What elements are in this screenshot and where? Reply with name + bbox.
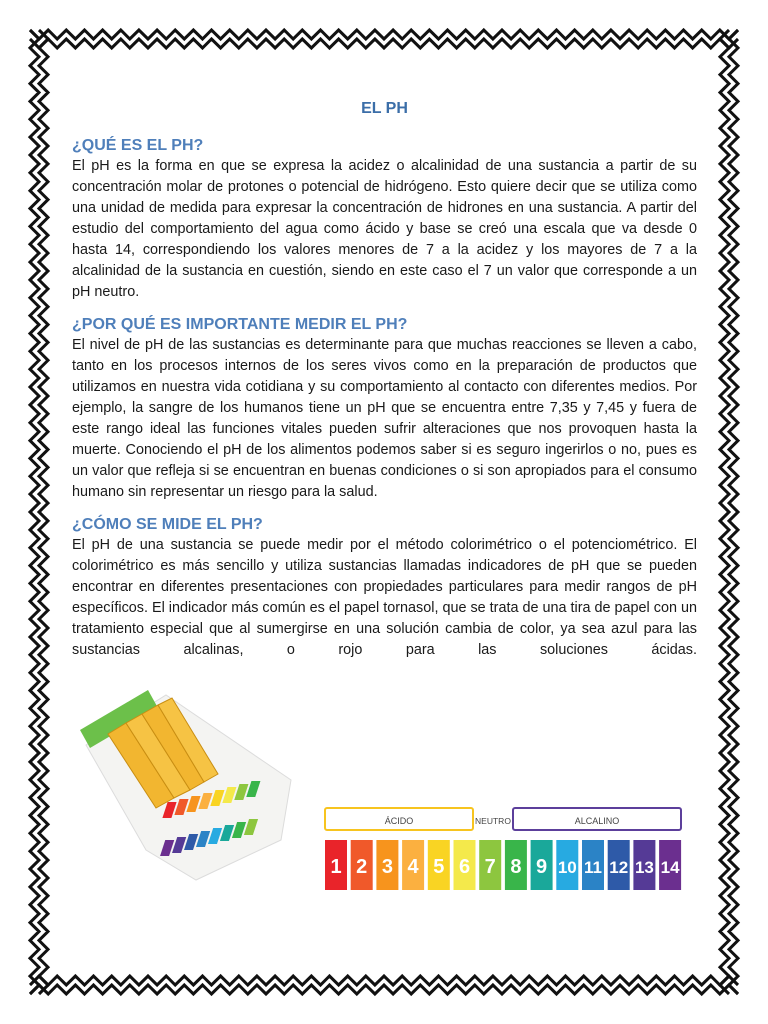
ph-box-label: 11 <box>584 858 602 877</box>
border-zigzag-line <box>39 30 48 994</box>
ph-box-label: 4 <box>407 856 419 878</box>
section-paragraph-why-measure: El nivel de pH de las sustancias es determinante para que muchas reacciones se lleven a cabo, tanto en los procesos internos de los seres vivos como en la preparación de productos que utilizamos en nuestra vida cotidiana y su comportamiento al contacto con diferentes medios. Por ejemplo, la sangre de los humanos tiene un pH que se encuentra entre 7,35 y 7,45 y fuera de este rango ideal las funciones vitales pueden sufrir alteraciones que nos provoquen hasta la muerte. Conociendo el pH de los alimentos podemos saber si es seguro ingerirlos o no, pues es un valor que refleja si se encuentran en buenas condiciones o si son apropiados para el consumo humano sin representar un riesgo para la salud. <box>72 337 697 500</box>
ph-scale-chart <box>322 804 684 900</box>
border-zigzag-line <box>30 985 738 994</box>
ph-box-label: 8 <box>510 856 522 878</box>
ph-box-label: 10 <box>557 858 577 877</box>
ph-box-label: 5 <box>433 856 445 878</box>
ph-box-label: 12 <box>609 858 629 877</box>
ph-box-label: 9 <box>536 856 548 878</box>
border-zigzag-line <box>30 30 738 39</box>
document-title: EL PH <box>361 100 408 117</box>
ph-box-label: 6 <box>458 856 471 878</box>
border-zigzag-line <box>720 30 729 994</box>
ph-box-label: 1 <box>330 856 342 878</box>
ph-box-label: 7 <box>484 856 496 878</box>
ph-box-label: 3 <box>381 856 393 878</box>
alkaline-label: ALCALINO <box>574 816 620 826</box>
ph-box-label: 13 <box>634 858 654 877</box>
neutral-label: NEUTRO <box>475 816 511 826</box>
section-paragraph-how-measure: El pH de una sustancia se puede medir por el método colorimétrico o el potenciométrico. El colorimétrico es más sencillo y utiliza sustancias llamadas indicadores de pH que se pueden encontrar en diferentes presentaciones con propiedades particulares para medir rangos de pH específicos. El indicador más común es el papel tornasol, que se trata de una tira de papel con un tratamiento especial que al sumergirse en una solución cambia de color, ya sea azul para las sustancias alcalinas, o rojo para las soluciones ácidas. <box>72 537 697 658</box>
ph-level-boxes <box>325 840 681 890</box>
section-heading-what-is-ph: ¿QUÉ ES EL PH? <box>72 137 204 154</box>
ph-box-label: 14 <box>660 858 680 877</box>
ph-box-label: 2 <box>356 856 368 878</box>
section-heading-why-measure: ¿POR QUÉ ES IMPORTANTE MEDIR EL PH? <box>72 316 408 333</box>
figures-area <box>72 690 697 910</box>
section-heading-how-measure: ¿CÓMO SE MIDE EL PH? <box>72 516 263 533</box>
document-body <box>72 100 697 673</box>
section-paragraph-what-is-ph: El pH es la forma en que se expresa la acidez o alcalinidad de una sustancia a partir de su concentración molar de protones o potencial de hidrógeno. Esto quiere decir que se utiliza como una unidad de medida para expresar la concentración de hidrones en una sustancia. A partir del estudio del comportamiento del agua como ácido y base se creó una escala que va desde 0 hasta 14, correspondiendo los valores menores de 7 a la acidez y los mayores de 7 a la alcalinidad de la sustancia en cuestión, siendo en este caso el 7 un valor que corresponde a un pH neutro. <box>72 158 697 300</box>
acid-label: ÁCIDO <box>384 816 414 826</box>
ph-test-strips-image <box>76 690 308 885</box>
